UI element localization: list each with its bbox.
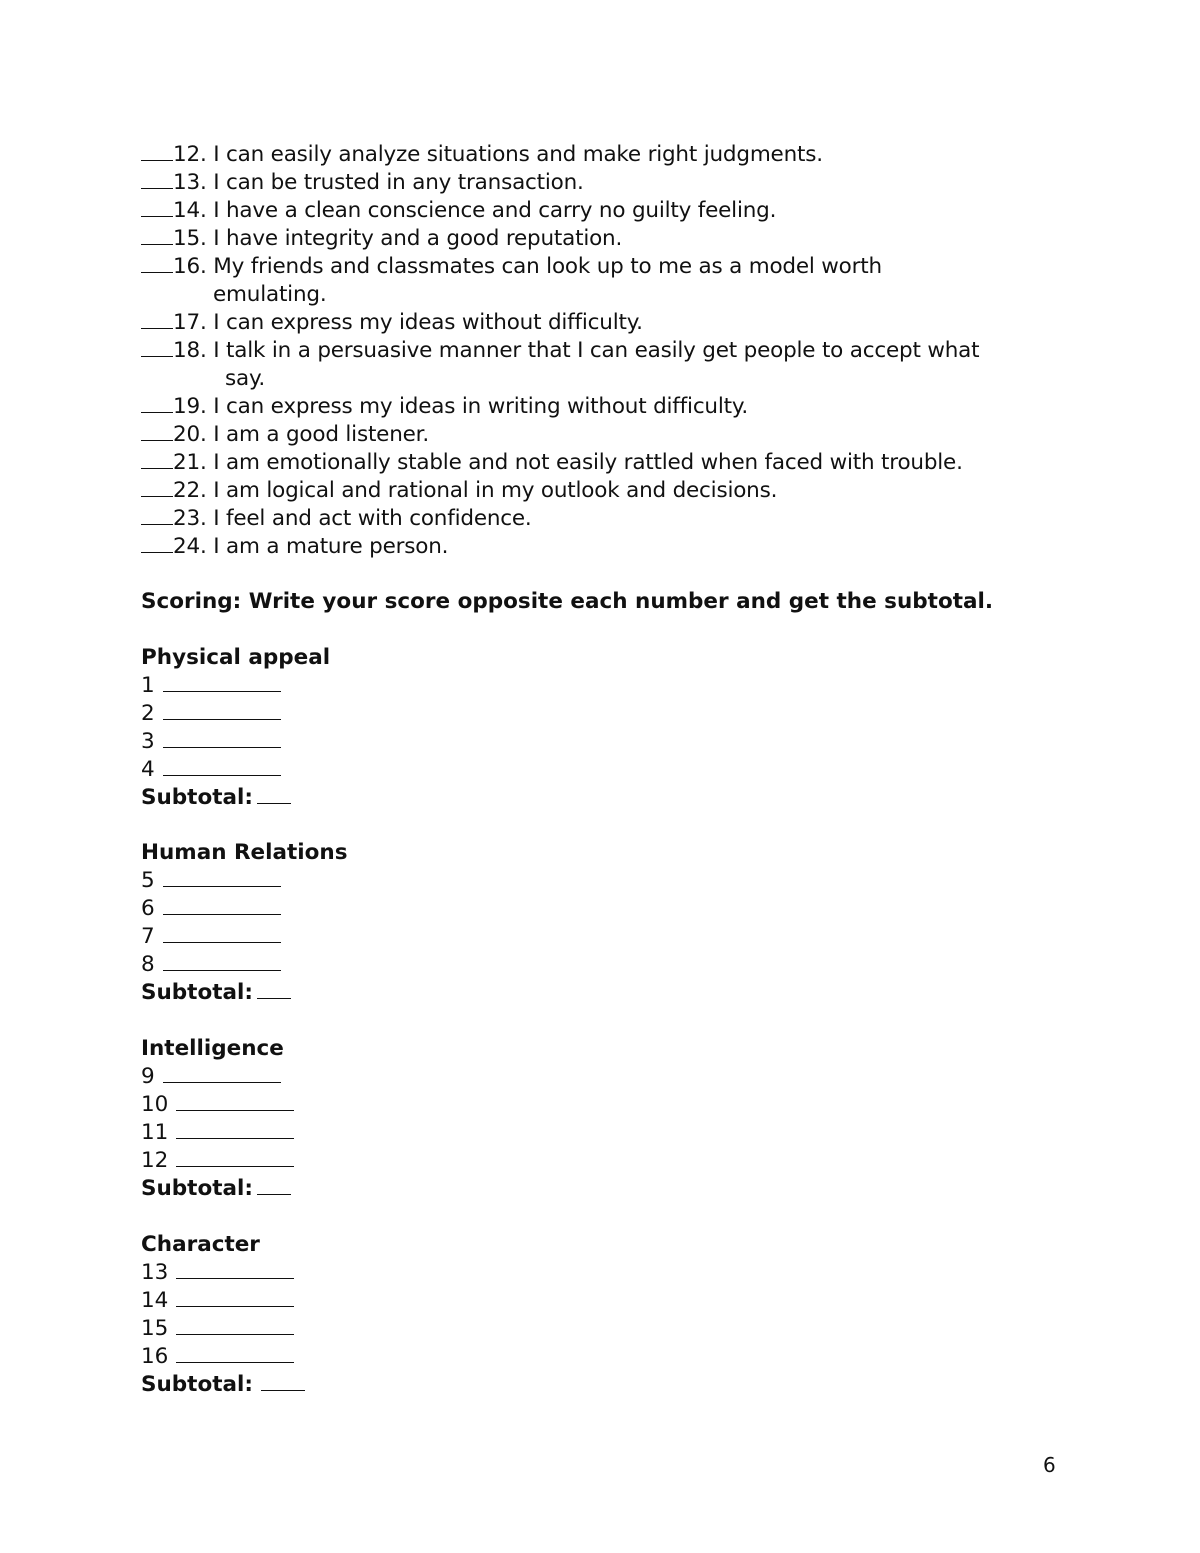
subtotal-row: [141, 979, 348, 1007]
score-row: [141, 1147, 294, 1175]
score-row: [141, 672, 330, 700]
score-row: [141, 1063, 294, 1091]
subtotal-row: [141, 784, 330, 812]
score-blank[interactable]: [163, 1064, 281, 1083]
statement-item: [141, 533, 979, 561]
score-row: [141, 700, 330, 728]
statement-text: I can express my ideas in writing without difficulty.: [213, 394, 748, 419]
score-blank[interactable]: [163, 757, 281, 776]
score-blank[interactable]: [176, 1260, 294, 1279]
section-character: [141, 1231, 305, 1399]
statement-item: [141, 337, 979, 393]
statement-item: [141, 141, 979, 169]
answer-blank[interactable]: [141, 170, 173, 189]
subtotal-blank[interactable]: [257, 785, 291, 804]
answer-blank[interactable]: [141, 534, 173, 553]
statement-text: I talk in a persuasive manner that I can easily get people to accept what: [213, 338, 980, 363]
score-row: [141, 923, 348, 951]
statement-number: 21.: [173, 450, 207, 475]
item-number: 14: [141, 1288, 169, 1313]
statement-text: My friends and classmates can look up to me as a model worth: [213, 254, 882, 279]
score-row: [141, 756, 330, 784]
score-row: [141, 1091, 294, 1119]
statement-text: I am a mature person.: [213, 534, 449, 559]
statement-continuation: say.: [225, 366, 266, 391]
item-number: 8: [141, 952, 155, 977]
score-blank[interactable]: [176, 1148, 294, 1167]
statement-number: 18.: [173, 338, 207, 363]
item-number: 2: [141, 701, 155, 726]
statement-number: 13.: [173, 170, 207, 195]
item-number: 12: [141, 1148, 169, 1173]
statement-number: 16.: [173, 254, 207, 279]
score-blank[interactable]: [176, 1344, 294, 1363]
statement-item: [141, 169, 979, 197]
statement-item: [141, 253, 979, 309]
section-title: Human Relations: [141, 840, 348, 865]
page-number: 6: [1043, 1453, 1056, 1477]
statement-text: I have a clean conscience and carry no guilty feeling.: [213, 198, 777, 223]
answer-blank[interactable]: [141, 198, 173, 217]
statement-text: I can easily analyze situations and make right judgments.: [213, 142, 823, 167]
statement-number: 22.: [173, 478, 207, 503]
score-blank[interactable]: [176, 1120, 294, 1139]
item-number: 1: [141, 673, 155, 698]
item-number: 10: [141, 1092, 169, 1117]
subtotal-row: [141, 1175, 294, 1203]
score-row: [141, 1315, 305, 1343]
score-blank[interactable]: [176, 1288, 294, 1307]
statement-number: 19.: [173, 394, 207, 419]
scoring-instruction: Scoring: Write your score opposite each number and get the subtotal.: [141, 589, 994, 614]
statement-number: 24.: [173, 534, 207, 559]
score-blank[interactable]: [163, 729, 281, 748]
score-row: [141, 1259, 305, 1287]
statement-item: [141, 449, 979, 477]
statement-text: I can express my ideas without difficulty.: [213, 310, 643, 335]
score-blank[interactable]: [163, 952, 281, 971]
score-row: [141, 1119, 294, 1147]
section-title: Intelligence: [141, 1036, 284, 1061]
item-number: 7: [141, 924, 155, 949]
statement-list: [141, 141, 979, 561]
statement-number: 20.: [173, 422, 207, 447]
subtotal-label: Subtotal:: [141, 1176, 253, 1201]
subtotal-label: Subtotal:: [141, 980, 253, 1005]
subtotal-label: Subtotal:: [141, 785, 253, 810]
subtotal-row: [141, 1371, 305, 1399]
score-blank[interactable]: [163, 701, 281, 720]
statement-text: I am a good listener.: [213, 422, 429, 447]
score-row: [141, 1343, 305, 1371]
section-title: Character: [141, 1232, 260, 1257]
item-number: 3: [141, 729, 155, 754]
statement-item: [141, 309, 979, 337]
statement-text: I am logical and rational in my outlook and decisions.: [213, 478, 778, 503]
item-number: 5: [141, 868, 155, 893]
statement-item: [141, 197, 979, 225]
answer-blank[interactable]: [141, 310, 173, 329]
section-human-relations: [141, 839, 348, 1007]
score-row: [141, 895, 348, 923]
statement-item: [141, 477, 979, 505]
statement-text: I can be trusted in any transaction.: [213, 170, 584, 195]
score-blank[interactable]: [163, 924, 281, 943]
item-number: 16: [141, 1344, 169, 1369]
statement-item: [141, 421, 979, 449]
statement-number: 14.: [173, 198, 207, 223]
answer-blank[interactable]: [141, 506, 173, 525]
statement-number: 12.: [173, 142, 207, 167]
score-row: [141, 867, 348, 895]
answer-blank[interactable]: [141, 394, 173, 413]
answer-blank[interactable]: [141, 254, 173, 273]
statement-text: I am emotionally stable and not easily rattled when faced with trouble.: [213, 450, 963, 475]
score-row: [141, 1287, 305, 1315]
answer-blank[interactable]: [141, 338, 173, 357]
subtotal-blank[interactable]: [261, 1372, 305, 1391]
statement-text: I feel and act with confidence.: [213, 506, 532, 531]
answer-blank[interactable]: [141, 422, 173, 441]
score-blank[interactable]: [163, 896, 281, 915]
answer-blank[interactable]: [141, 142, 173, 161]
statement-item: [141, 225, 979, 253]
answer-blank[interactable]: [141, 450, 173, 469]
statement-number: 15.: [173, 226, 207, 251]
item-number: 9: [141, 1064, 155, 1089]
score-blank[interactable]: [176, 1092, 294, 1111]
score-blank[interactable]: [176, 1316, 294, 1335]
statement-number: 23.: [173, 506, 207, 531]
subtotal-blank[interactable]: [257, 1176, 291, 1195]
statement-text: I have integrity and a good reputation.: [213, 226, 623, 251]
score-blank[interactable]: [163, 673, 281, 692]
item-number: 6: [141, 896, 155, 921]
statement-item: [141, 393, 979, 421]
score-blank[interactable]: [163, 868, 281, 887]
score-row: [141, 728, 330, 756]
statement-continuation: emulating.: [213, 282, 327, 307]
statement-item: [141, 505, 979, 533]
answer-blank[interactable]: [141, 226, 173, 245]
section-physical-appeal: [141, 644, 330, 812]
statement-number: 17.: [173, 310, 207, 335]
subtotal-blank[interactable]: [257, 980, 291, 999]
item-number: 11: [141, 1120, 169, 1145]
subtotal-label: Subtotal:: [141, 1372, 253, 1397]
section-intelligence: [141, 1035, 294, 1203]
answer-blank[interactable]: [141, 478, 173, 497]
item-number: 13: [141, 1260, 169, 1285]
section-title: Physical appeal: [141, 645, 331, 670]
item-number: 15: [141, 1316, 169, 1341]
score-row: [141, 951, 348, 979]
item-number: 4: [141, 757, 155, 782]
